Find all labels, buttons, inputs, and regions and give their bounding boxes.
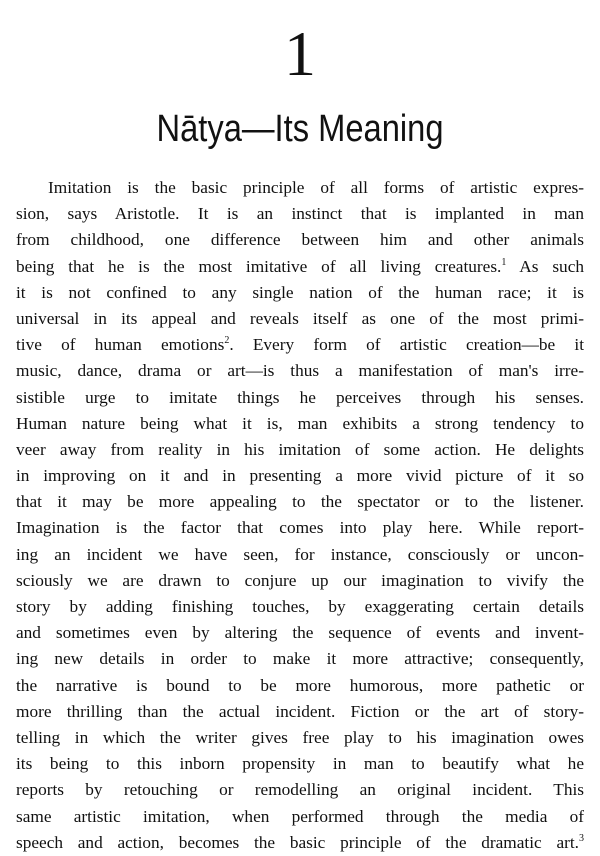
text-line xyxy=(16,830,584,856)
text-line xyxy=(16,725,584,751)
text-line-content: story by adding finishing touches, by exaggerating certain details xyxy=(16,597,584,616)
text-line-content: reports by retouching or remodelling an original incident. This xyxy=(16,780,584,800)
text-line-content: ing new details in order to make it more attractive; consequently, xyxy=(16,649,584,669)
text-line-continuation: As such xyxy=(506,256,584,276)
text-line xyxy=(16,227,584,253)
footnote-marker: 3 xyxy=(579,832,584,844)
text-line xyxy=(16,254,584,280)
footnote-marker: 2 xyxy=(224,335,230,347)
text-line-content: ing an incident we have seen, for instance, consciously or uncon- xyxy=(16,544,584,564)
text-line-content: veer away from reality in his imitation of some action. He delights xyxy=(16,439,584,459)
text-line-continuation: . Every form of artistic creation—be it xyxy=(229,335,584,355)
text-line-content: its being to this inborn propensity in man to beautify what he xyxy=(16,754,584,774)
text-line xyxy=(16,280,584,306)
text-line-content: sistible urge to imitate things he perceives through his senses. xyxy=(16,387,584,407)
text-line xyxy=(16,515,584,541)
text-line-content: same artistic imitation, when performed through the media of xyxy=(16,806,584,826)
text-line xyxy=(16,332,584,358)
chapter-number: 1 xyxy=(284,18,316,89)
text-line xyxy=(16,411,584,437)
text-line-content: universal in its appeal and reveals itself as one of the most primi- xyxy=(16,308,584,328)
text-line-content: sciously we are drawn to conjure up our imagination to vivify the xyxy=(16,570,584,590)
text-line xyxy=(16,568,584,594)
chapter-title: Nātya—Its Meaning xyxy=(156,108,444,150)
text-line xyxy=(16,201,584,227)
text-line xyxy=(16,306,584,332)
text-line-content: in improving on it and in presenting a more vivid picture of it so xyxy=(16,466,584,486)
text-line-content: from childhood, one difference between him and other animals xyxy=(16,230,584,250)
text-line-content: and sometimes even by altering the sequence of events and invent- xyxy=(16,623,584,643)
text-line xyxy=(16,385,584,411)
text-line-content: Human nature being what it is, man exhibits a strong tendency to xyxy=(16,413,584,433)
text-line-content: the narrative is bound to be more humorous, more pathetic or xyxy=(16,675,584,695)
text-line xyxy=(16,777,584,803)
text-line xyxy=(16,358,584,384)
text-line xyxy=(16,699,584,725)
text-line-content: being that he is the most imitative of all living creatures. xyxy=(16,256,502,276)
text-line xyxy=(16,646,584,672)
body-paragraph xyxy=(16,175,584,856)
text-line-content: it is not confined to any single nation of the human race; it is xyxy=(16,282,584,302)
text-line-content: that it may be more appealing to the spectator or to the listener. xyxy=(16,492,584,512)
text-line xyxy=(16,463,584,489)
text-line xyxy=(16,804,584,830)
text-line-content: Imitation is the basic principle of all forms of artistic expres- xyxy=(48,178,584,197)
text-line xyxy=(16,489,584,515)
text-line xyxy=(16,620,584,646)
text-line-content: more thrilling than the actual incident. Fiction or the art of story- xyxy=(16,701,584,721)
text-line-content: Imagination is the factor that comes into play here. While report- xyxy=(16,518,584,538)
text-line xyxy=(16,673,584,699)
footnote-marker: 1 xyxy=(501,256,507,268)
text-line-content: music, dance, drama or art—is thus a manifestation of man's irre- xyxy=(16,361,584,381)
text-line xyxy=(16,594,584,620)
text-line-content: speech and action, becomes the basic principle of the dramatic art. xyxy=(16,832,579,852)
text-line xyxy=(16,751,584,777)
text-line-content: sion, says Aristotle. It is an instinct that is implanted in man xyxy=(16,204,584,224)
text-line xyxy=(16,175,584,201)
text-line-content: telling in which the writer gives free play to his imagination owes xyxy=(16,727,584,747)
text-line-content: tive of human emotions xyxy=(16,335,225,355)
text-line xyxy=(16,542,584,568)
text-line xyxy=(16,437,584,463)
